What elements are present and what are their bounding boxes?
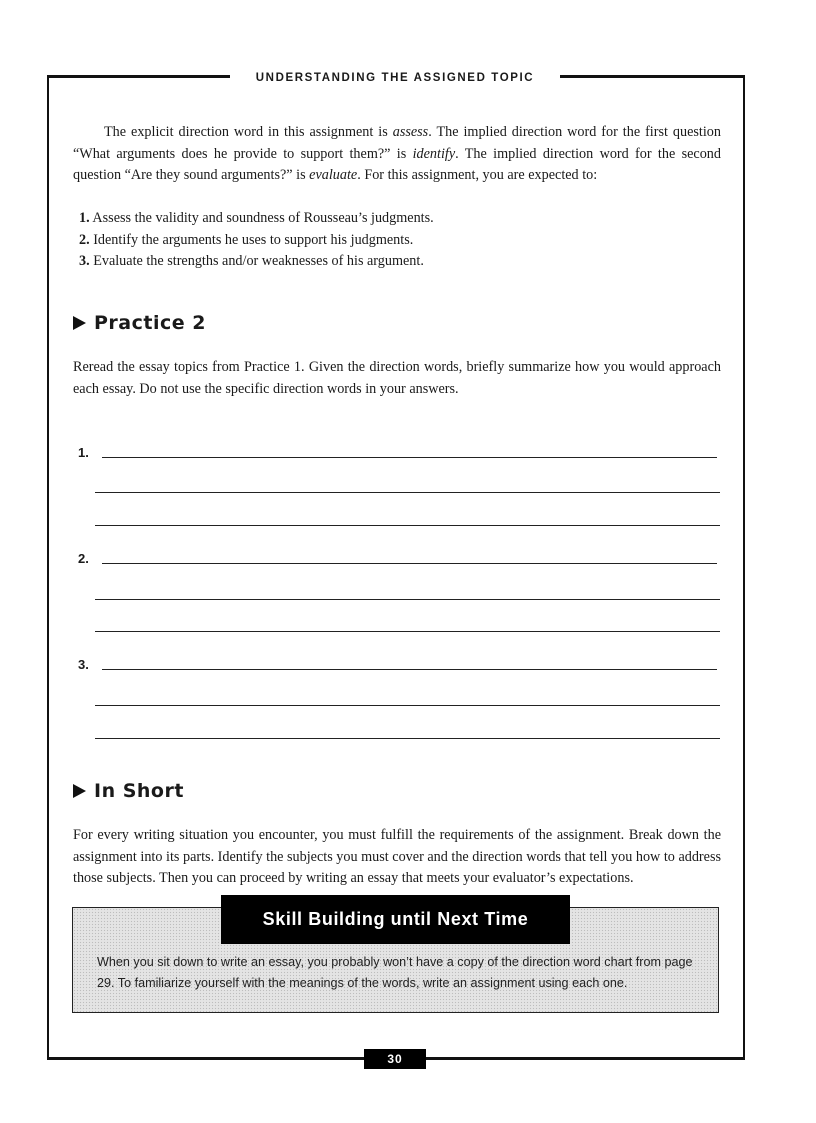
practice-instructions-wrapper <box>73 357 721 400</box>
answer-1-line-3[interactable] <box>95 525 720 526</box>
list-item: 1. Assess the validity and soundness of Rousseau’s judgments. <box>79 210 434 226</box>
running-header: UNDERSTANDING THE ASSIGNED TOPIC <box>230 70 560 86</box>
answer-3-line-3[interactable] <box>95 738 720 739</box>
steps-list <box>73 208 721 273</box>
frame-right-rule <box>743 75 745 1060</box>
frame-bottom-right-rule <box>426 1057 745 1060</box>
answer-1-line-2[interactable] <box>95 492 720 493</box>
answer-number-1: 1. <box>78 445 89 460</box>
frame-bottom-left-rule <box>47 1057 364 1060</box>
frame-top-right-rule <box>560 75 745 78</box>
intro-section <box>73 122 721 187</box>
answer-number-3: 3. <box>78 657 89 672</box>
intro-paragraph: The explicit direction word in this assignment is assess. The implied direction word for the first question “What arguments does he provide to support them?” is identify. The implied direction word for the second question “Are they sound arguments?” is evaluate. For this assignment, you are expected to: <box>73 124 721 183</box>
triangle-bullet-icon <box>73 316 86 330</box>
steps-list-wrapper <box>73 208 721 273</box>
answer-number-2: 2. <box>78 551 89 566</box>
in-short-heading: In Short <box>73 780 184 802</box>
practice-instructions: Reread the essay topics from Practice 1. Given the direction words, briefly summarize how you would approach each essay. Do not use the specific direction words in your answers. <box>73 359 721 397</box>
answer-3-line-2[interactable] <box>95 705 720 706</box>
answer-2-line-1[interactable] <box>102 563 717 564</box>
skill-building-text: When you sit down to write an essay, you probably won’t have a copy of the direction word chart from page 29. To familiarize yourself with the meanings of the words, write an assignment using each one. <box>97 955 693 990</box>
frame-left-rule <box>47 75 49 1060</box>
practice-heading: Practice 2 <box>73 312 206 334</box>
frame-top-left-rule <box>48 75 230 78</box>
page-number: 30 <box>364 1049 426 1069</box>
skill-building-title: Skill Building until Next Time <box>221 895 570 944</box>
list-item: 2. Identify the arguments he uses to support his judgments. <box>79 231 414 248</box>
answer-2-line-3[interactable] <box>95 631 720 632</box>
answer-1-line-1[interactable] <box>102 457 717 458</box>
in-short-paragraph: For every writing situation you encounter, you must fulfill the requirements of the assignment. Break down the assignment into its parts. Identify the subjects you must cover and the direction words that tell you how to address those subjects. Then you can proceed by writing an essay that meets your evaluator’s expectations. <box>73 827 721 886</box>
answer-2-line-2[interactable] <box>95 599 720 600</box>
triangle-bullet-icon <box>73 784 86 798</box>
in-short-wrapper <box>73 825 721 890</box>
answer-3-line-1[interactable] <box>102 669 717 670</box>
list-item: 3. Evaluate the strengths and/or weaknesses of his argument. <box>79 253 424 269</box>
